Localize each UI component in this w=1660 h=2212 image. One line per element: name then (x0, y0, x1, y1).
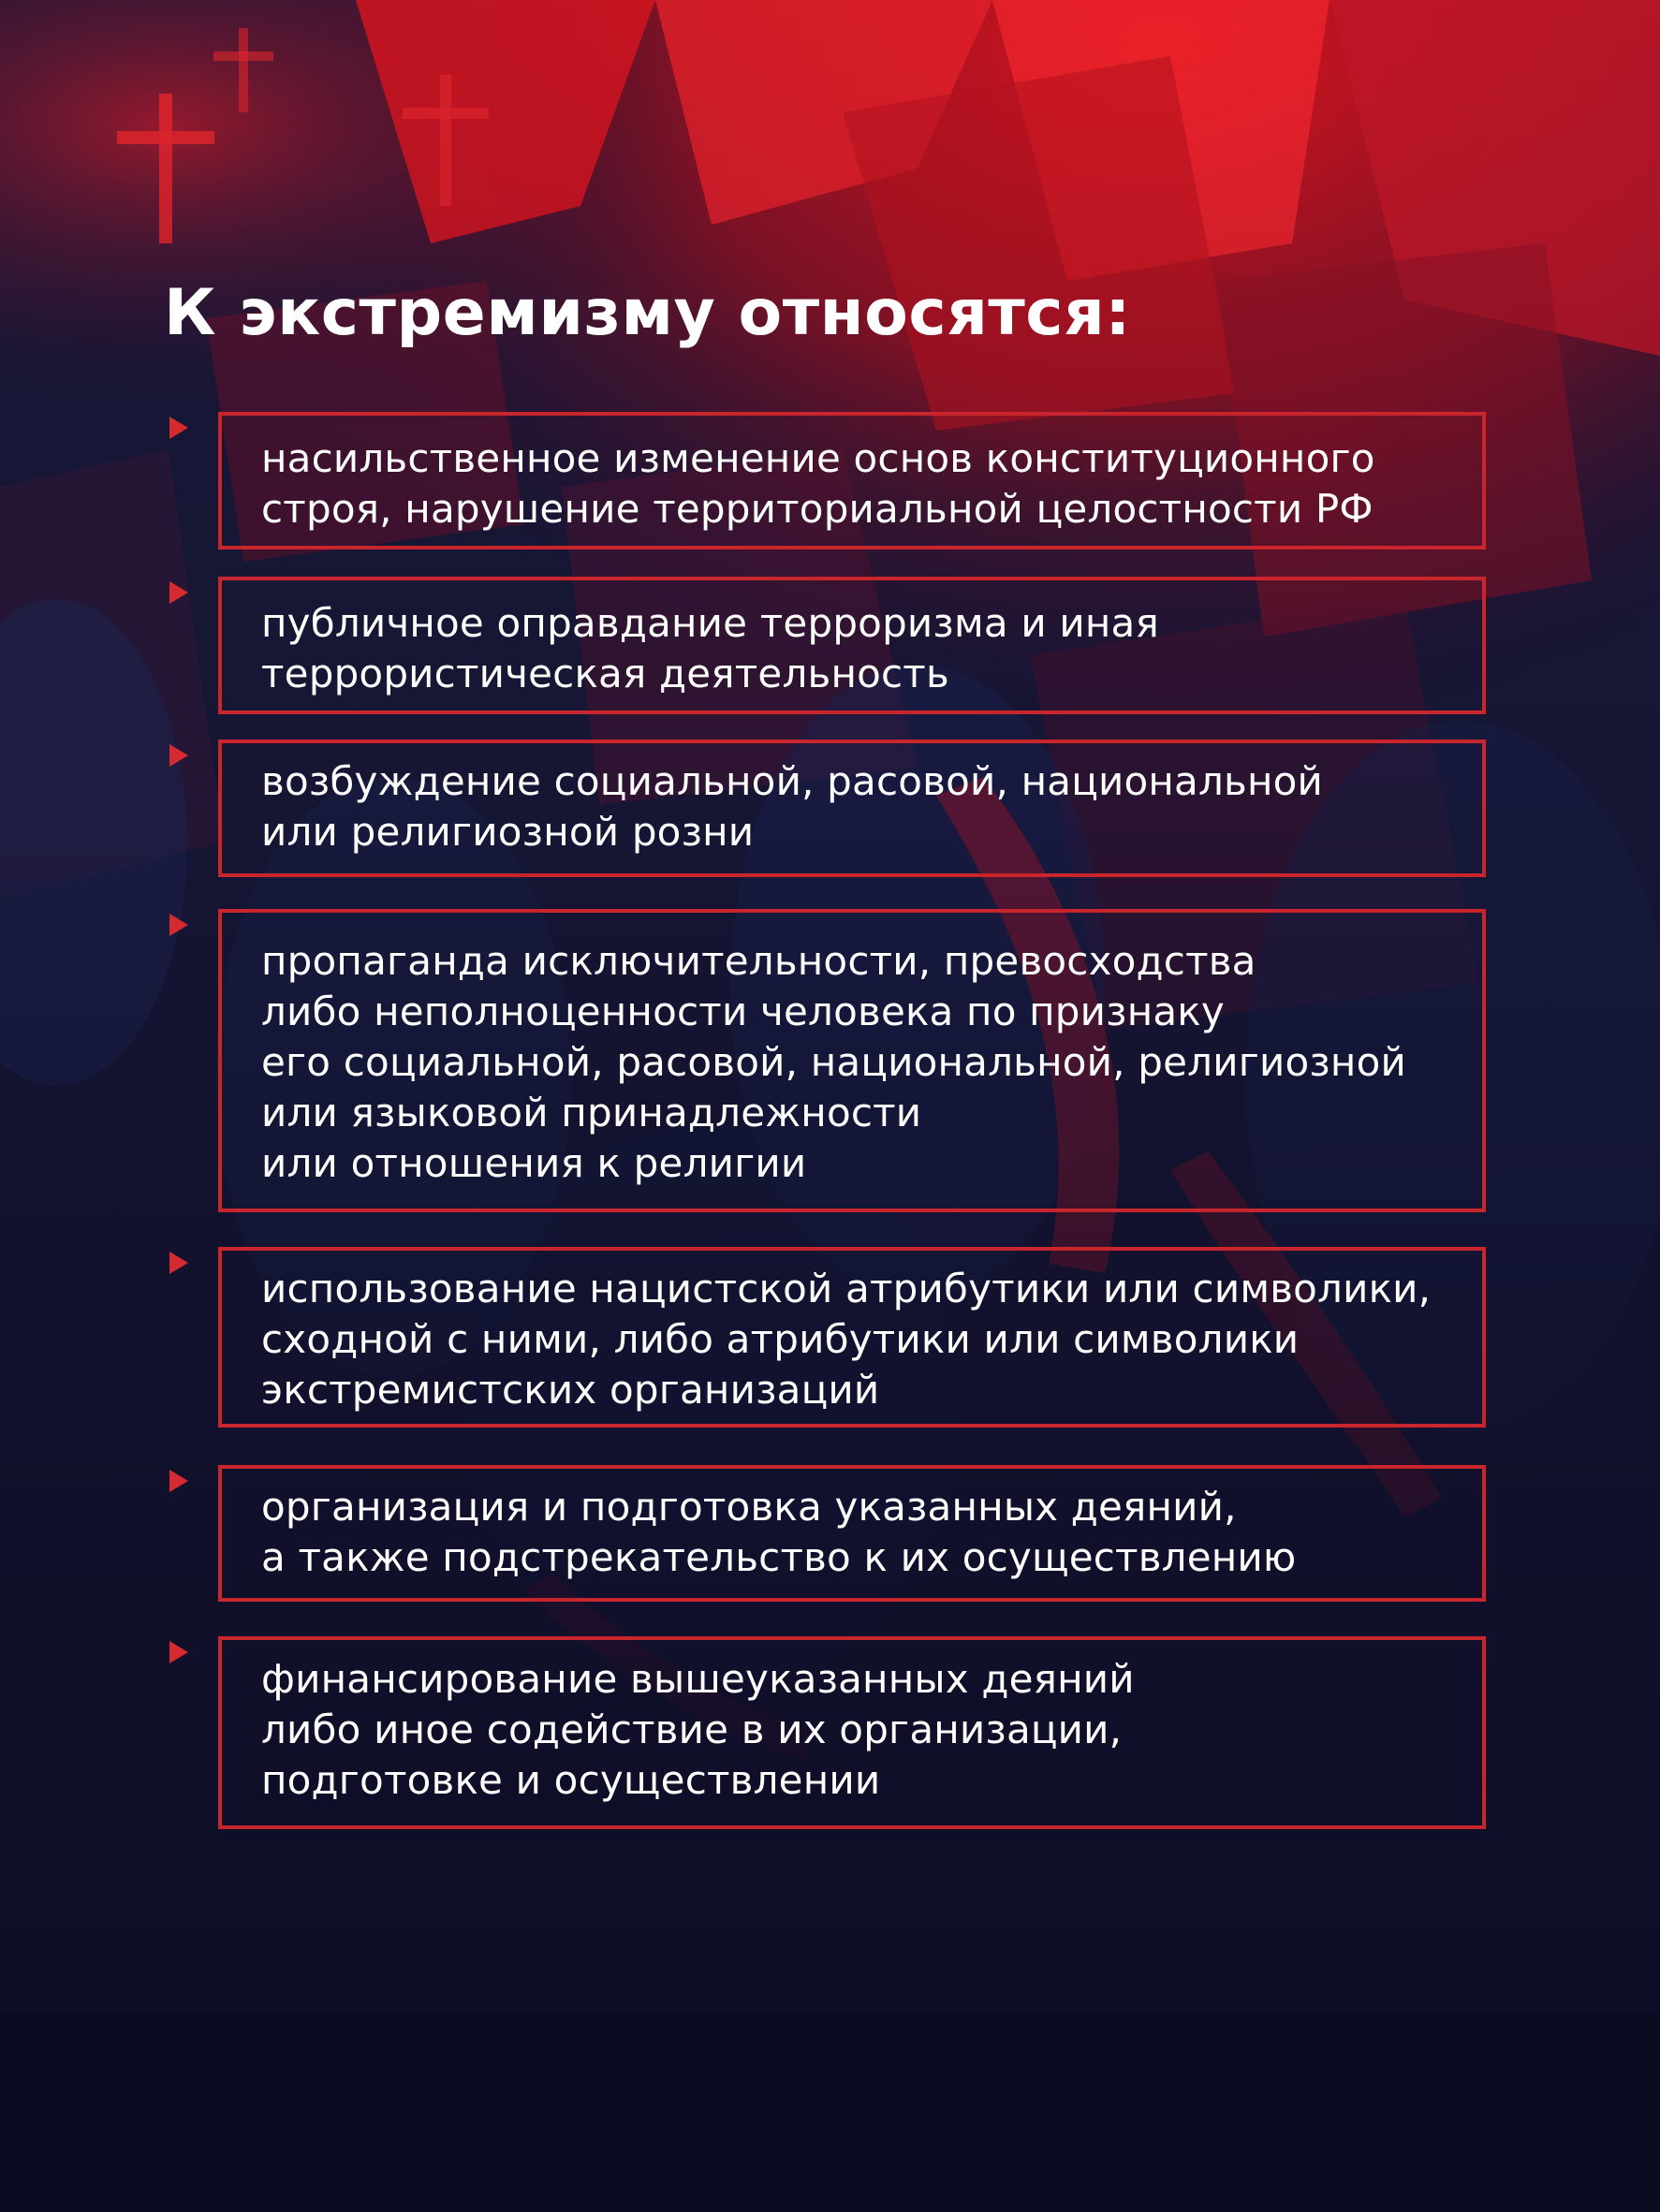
list-item-text: организация и подготовка указанных деяний, а также подстрекательство к их осуществлению (261, 1484, 1297, 1580)
list-item-text: пропаганда исключительности, превосходства либо неполноценности человека по признаку его социальной, расовой, национальной, религиозной или языковой принадлежности или отношения к религии (261, 938, 1406, 1186)
list-item (218, 1636, 1486, 1829)
page-title: К экстремизму относятся: (164, 276, 1131, 350)
list-item (218, 577, 1486, 714)
list-item-text: финансирование вышеуказанных деяний либо иное содействие в их организации, подготовке и осуществлении (261, 1656, 1135, 1803)
list-item (218, 1247, 1486, 1428)
list-item-text: насильственное изменение основ конституционного строя, нарушение территориальной целостности РФ (261, 435, 1375, 532)
list-item-text: публичное оправдание терроризма и иная террористическая деятельность (261, 600, 1159, 696)
list-item-text: возбуждение социальной, расовой, национальной или религиозной розни (261, 758, 1324, 855)
list-item (218, 740, 1486, 877)
bullet-arrow-icon (169, 1470, 188, 1492)
bullet-arrow-icon (169, 744, 188, 767)
list-item (218, 909, 1486, 1212)
bullet-arrow-icon (169, 581, 188, 604)
bullet-arrow-icon (169, 914, 188, 936)
bullet-arrow-icon (169, 1641, 188, 1663)
list-item (218, 1465, 1486, 1602)
bullet-arrow-icon (169, 1252, 188, 1274)
list-item (218, 412, 1486, 549)
list-item-text: использование нацистской атрибутики или символики, сходной с ними, либо атрибутики или символики экстремистских организаций (261, 1266, 1432, 1413)
bullet-arrow-icon (169, 417, 188, 439)
